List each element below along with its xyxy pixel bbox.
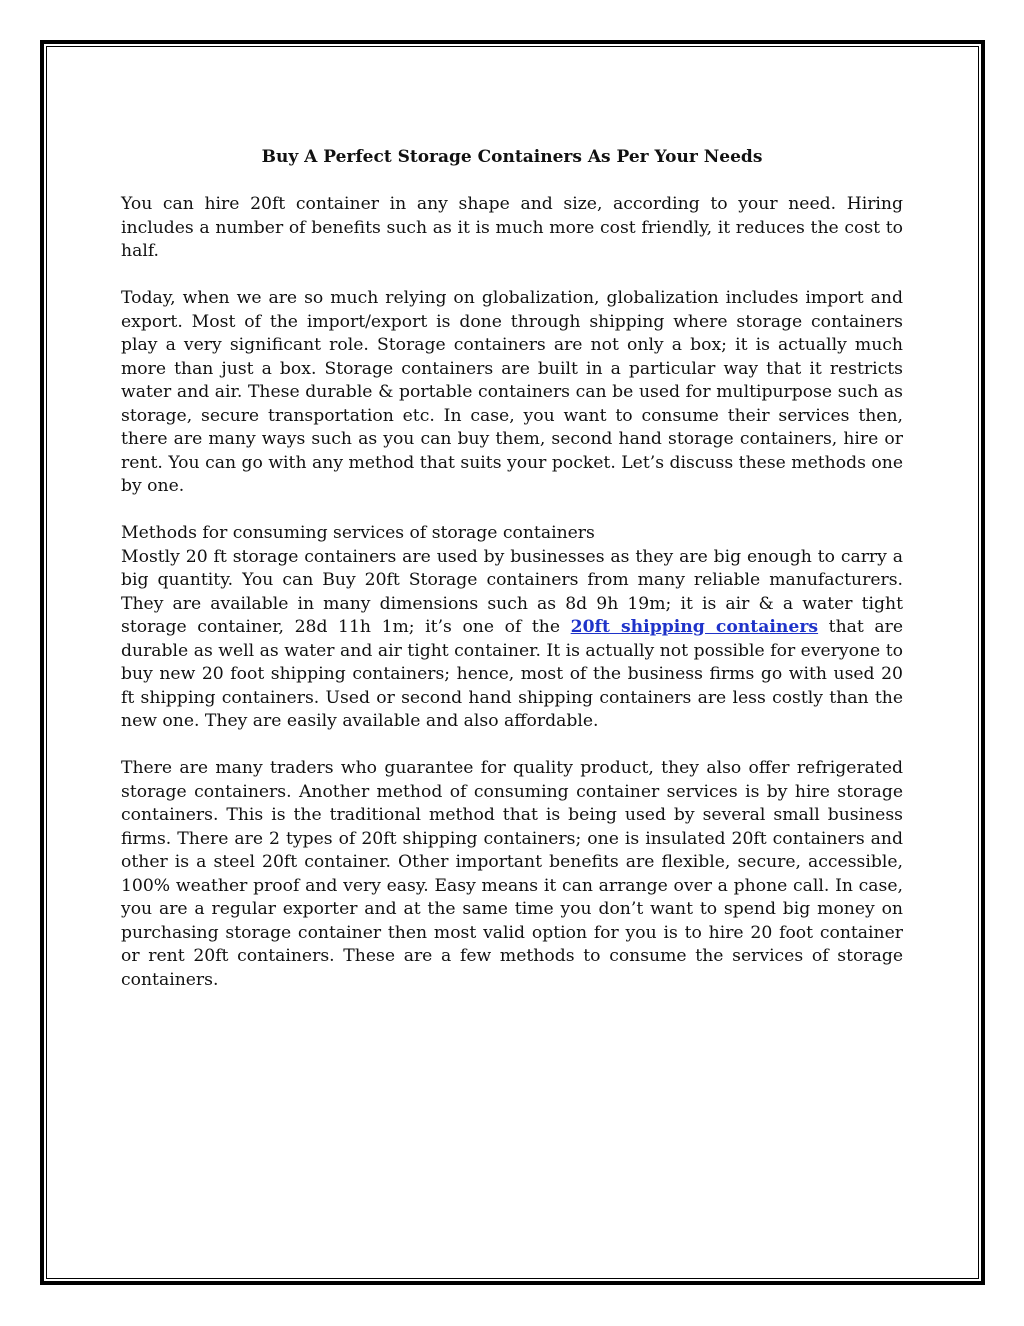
paragraph-methods: [121, 546, 903, 734]
paragraph-methods-text-start: Mostly 20 ft storage containers are used by businesses as they are big enough to carry a big quantity. You can Buy 20ft Storage containers from many reliable manufacturers. They are available in many dimensions such as 8d 9h 19m; it is air & a water tight storage container, 28d 11h 1m; it’s one of the: [121, 546, 903, 637]
paragraph-globalization: Today, when we are so much relying on globalization, globalization includes import and export. Most of the import/export is done through shipping where storage containers play a very significant role. Storage containers are not only a box; it is actually much more than just a box. Storage containers are built in a particular way that it restricts water and air. These durable & portable containers can be used for multipurpose such as storage, secure transportation etc. In case, you want to consume their services then, there are many ways such as you can buy them, second hand storage containers, hire or rent. You can go with any method that suits your pocket. Let’s discuss these methods one by one.: [121, 288, 903, 496]
document-body: [121, 146, 903, 992]
methods-heading: Methods for consuming services of storage containers: [121, 523, 595, 543]
shipping-containers-link[interactable]: 20ft shipping containers: [570, 617, 819, 637]
paragraph-intro: You can hire 20ft container in any shape and size, according to your need. Hiring includes a number of benefits such as it is much more cost friendly, it reduces the cost to half.: [121, 194, 903, 261]
paragraph-methods-text-end: that are durable as well as water and air tight container. It is actually not possible for everyone to buy new 20 foot shipping containers; hence, most of the business firms go with used 20 ft shipping containers. Used or second hand shipping containers are less costly than the new one. They are easily available and also affordable.: [121, 617, 904, 731]
paragraph-traders: There are many traders who guarantee for quality product, they also offer refrigerated storage containers. Another method of consuming container services is by hire storage containers. This is the traditional method that is being used by several small business firms. There are 2 types of 20ft shipping containers; one is insulated 20ft containers and other is a steel 20ft container. Other important benefits are flexible, secure, accessible, 100% weather proof and very easy. Easy means it can arrange over a phone call. In case, you are a regular exporter and at the same time you don’t want to spend big money on purchasing storage container then most valid option for you is to hire 20 foot container or rent 20ft containers. These are a few methods to consume the services of storage containers.: [121, 758, 903, 990]
document-title: Buy A Perfect Storage Containers As Per Your Needs: [261, 147, 763, 167]
